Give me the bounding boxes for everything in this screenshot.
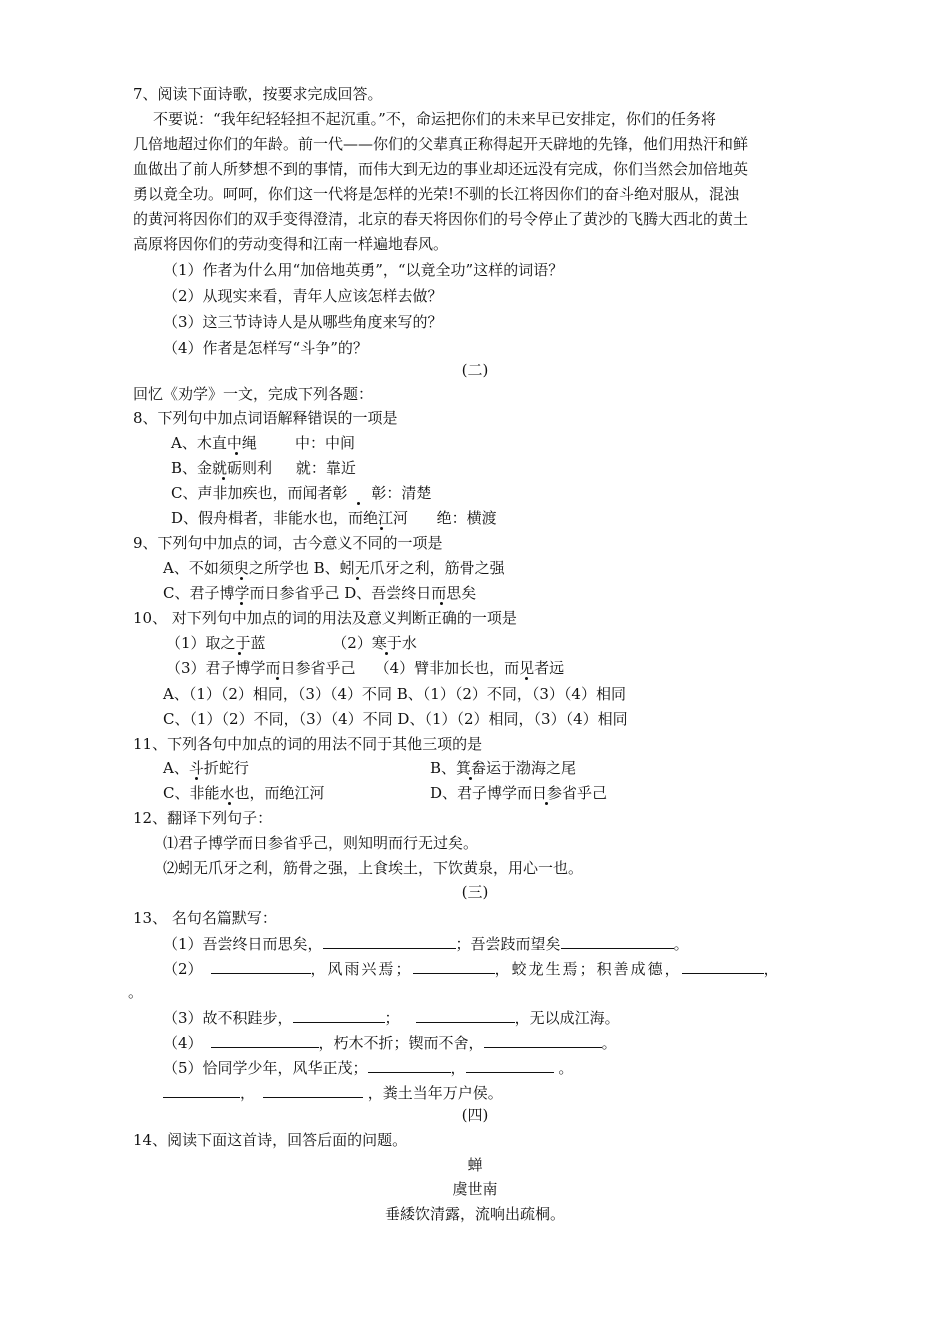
fill-blank[interactable] (263, 1081, 363, 1098)
q13-line-3: （3）故不积跬步， ； ，无以成江海。 (163, 1006, 620, 1028)
emphasis-dot (222, 477, 225, 480)
emphasis-dot (195, 777, 198, 780)
q12-item: ⑵蚓无爪牙之利，筋骨之强，上食埃土，下饮黄泉，用心一也。 (163, 859, 584, 877)
q7-question: （3）这三节诗诗人是从哪些角度来写的？ (163, 313, 443, 331)
q9-options: C、君子博学而日参省乎己 D、吾尝终日而思矣 (163, 584, 477, 602)
q7-passage-line: 几倍地超过你们的年龄。前一代——你们的父辈真正称得起开天辟地的先锋，他们用热汗和鲜 (133, 135, 749, 153)
emphasis-dot (276, 677, 279, 680)
fill-blank[interactable] (416, 1006, 515, 1023)
q9-stem: 9、下列句中加点的词，古今意义不同的一项是 (133, 534, 443, 552)
q13-line-2-tail: 。 (128, 983, 144, 1001)
q7-passage-line: 勇以竟全功。呵呵，你们这一代将是怎样的光荣!不驯的长江将因你们的奋斗绝对服从，混浊 (133, 185, 740, 203)
q13-line-1: （1）吾尝终日而思矣， ；吾尝跂而望矣 。 (163, 932, 689, 954)
poem-title: 蝉 (467, 1156, 483, 1174)
q14-stem: 14、阅读下面这首诗，回答后面的问题。 (133, 1131, 408, 1149)
q13-line-4: （4） ，朽木不折；锲而不舍， 。 (163, 1031, 617, 1053)
fill-blank[interactable] (413, 957, 495, 974)
fill-blank[interactable] (293, 1006, 385, 1023)
q13-stem: 13、 名句名篇默写： (133, 909, 277, 927)
q8-option: C、声非加疾也，而闻者彰 彰：清楚 (171, 484, 432, 502)
q11-option: C、非能水也，而绝江河 (163, 784, 325, 802)
q12-stem: 12、翻译下列句子： (133, 809, 273, 827)
q8-option: D、假舟楫者，非能水也，而绝江河 绝：横渡 (171, 509, 497, 527)
fill-blank[interactable] (211, 957, 311, 974)
q7-passage-line: 血做出了前人所梦想不到的事情，而伟大到无边的事业却还远没有完成，你们当然会加倍地英 (133, 160, 749, 178)
fill-blank[interactable] (163, 1081, 240, 1098)
section-heading: (三) (461, 883, 489, 901)
fill-blank[interactable] (466, 1056, 554, 1073)
emphasis-dot (240, 602, 243, 605)
q7-question: （4）作者是怎样写“斗争”的？ (163, 339, 368, 357)
fill-blank[interactable] (211, 1031, 319, 1048)
q10-sentences: （1）取之于蓝 （2）寒于水 (166, 634, 417, 652)
emphasis-dot (525, 677, 528, 680)
emphasis-dot (235, 452, 238, 455)
q7-passage-line: 不要说：“我年纪轻轻担不起沉重。”不，命运把你们的未来早已安排定，你们的任务将 (153, 110, 716, 128)
q7-question: （1）作者为什么用“加倍地英勇”，“以竟全功”这样的词语？ (163, 261, 564, 279)
q11-option: B、箕畚运于渤海之尾 (430, 759, 577, 777)
fill-blank[interactable] (682, 957, 764, 974)
emphasis-dot (440, 602, 443, 605)
fill-blank[interactable] (484, 1031, 602, 1048)
emphasis-dot (240, 577, 243, 580)
q8-stem: 8、下列句中加点词语解释错误的一项是 (133, 409, 398, 427)
q11-option: A、斗折蛇行 (163, 759, 249, 777)
q12-item: ⑴君子博学而日参省乎己，则知明而行无过矣。 (163, 834, 479, 852)
q8-option: A、木直中绳 中：中间 (171, 434, 355, 452)
q10-sentences: （3）君子博学而日参省乎己 （4）臂非加长也，而见者远 (166, 659, 565, 677)
fill-blank[interactable] (368, 1056, 451, 1073)
q11-stem: 11、下列各句中加点的词的用法不同于其他三项的是 (133, 735, 483, 753)
fill-blank[interactable] (561, 932, 674, 949)
q10-answer: A、（1）（2）相同，（3）（4）不同 B、（1）（2）不同，（3）（4）相同 (163, 685, 626, 703)
q7-title: 7、阅读下面诗歌，按要求完成回答。 (133, 85, 383, 103)
q8-option: B、金就砺则利 就：靠近 (171, 459, 356, 477)
q10-stem: 10、 对下列句中加点的词的用法及意义判断正确的一项是 (133, 609, 517, 627)
q7-passage-line: 高原将因你们的劳动变得和江南一样遍地春风。 (133, 235, 449, 253)
section-intro: 回忆《劝学》一文，完成下列各题： (133, 385, 374, 403)
emphasis-dot (228, 802, 231, 805)
q13-line-6: ， ，粪土当年万户侯。 (163, 1081, 503, 1103)
q7-question: （2）从现实来看，青年人应该怎样去做？ (163, 287, 443, 305)
emphasis-dot (356, 577, 359, 580)
q13-line-2: （2） ，风雨兴焉； ，蛟龙生焉；积善成德， ， (163, 957, 779, 979)
section-heading: (四) (461, 1106, 489, 1124)
q7-passage-line: 的黄河将因你们的双手变得澄清，北京的春天将因你们的号令停止了黄沙的飞腾大西北的黄土 (133, 210, 749, 228)
emphasis-dot (357, 502, 360, 505)
emphasis-dot (469, 777, 472, 780)
section-heading: (二) (461, 361, 489, 379)
emphasis-dot (545, 802, 548, 805)
q13-line-5: （5）恰同学少年，风华正茂； ， 。 (163, 1056, 573, 1078)
q9-options: A、不如须臾之所学也 B、蚓无爪牙之利，筋骨之强 (163, 559, 505, 577)
poem-author: 虞世南 (452, 1180, 498, 1198)
emphasis-dot (385, 652, 388, 655)
q11-option: D、君子博学而日参省乎己 (430, 784, 608, 802)
emphasis-dot (380, 527, 383, 530)
q10-answer: C、（1）（2）不同，（3）（4）不同 D、（1）（2）相同，（3）（4）相同 (163, 710, 628, 728)
emphasis-dot (238, 652, 241, 655)
poem-line: 垂緌饮清露，流响出疏桐。 (384, 1205, 565, 1223)
fill-blank[interactable] (323, 932, 456, 949)
